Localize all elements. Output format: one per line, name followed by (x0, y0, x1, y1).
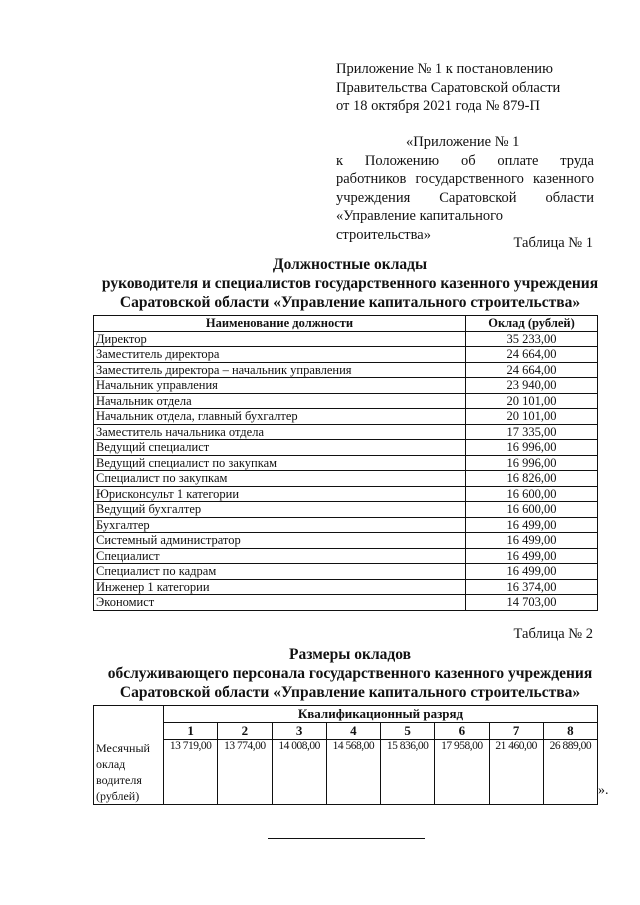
salary-value: 15 836,00 (381, 740, 435, 805)
position-cell: Начальник отдела, главный бухгалтер (94, 409, 466, 425)
position-cell: Специалист (94, 548, 466, 564)
appendix-line: «Управление капитального строительства» (336, 208, 503, 243)
table-row (94, 440, 598, 456)
appendix-caption (336, 133, 594, 244)
table-row (94, 362, 598, 378)
table-row (94, 548, 598, 564)
position-cell: Начальник отдела (94, 393, 466, 409)
salary-value: 13 719,00 (164, 740, 218, 805)
salary-cell: 14 703,00 (466, 595, 598, 611)
table-row (94, 393, 598, 409)
position-cell: Экономист (94, 595, 466, 611)
salary-cell: 24 664,00 (466, 362, 598, 378)
position-cell: Директор (94, 331, 466, 347)
table-row (94, 533, 598, 549)
title-line: обслуживающего персонала государственного казенного учреждения (107, 665, 593, 682)
table2-title (60, 645, 640, 702)
salary-cell: 16 374,00 (466, 579, 598, 595)
column-header-salary: Оклад (рублей) (466, 316, 598, 332)
salary-value: 17 958,00 (435, 740, 489, 805)
salary-cell: 16 499,00 (466, 533, 598, 549)
salary-cell: 23 940,00 (466, 378, 598, 394)
closing-quote: ». (598, 783, 609, 798)
table-row (94, 347, 598, 363)
position-cell: Начальник управления (94, 378, 466, 394)
header-line: Правительства Саратовской области (336, 79, 561, 96)
salary-value: 26 889,00 (543, 740, 597, 805)
position-cell: Ведущий специалист по закупкам (94, 455, 466, 471)
appendix-line: к Положению об оплате труда (336, 152, 594, 169)
table1-title (60, 255, 640, 312)
salary-cell: 20 101,00 (466, 409, 598, 425)
salary-table (93, 315, 598, 611)
grade-number: 4 (326, 723, 380, 740)
salary-cell: 17 335,00 (466, 424, 598, 440)
salary-cell: 16 996,00 (466, 455, 598, 471)
position-cell: Заместитель начальника отдела (94, 424, 466, 440)
position-cell: Ведущий специалист (94, 440, 466, 456)
table-row (94, 564, 598, 580)
position-cell: Специалист по закупкам (94, 471, 466, 487)
grade-header: Квалификационный разряд (164, 706, 598, 723)
grade-number: 8 (543, 723, 597, 740)
row-label-line: (рублей) (96, 788, 140, 803)
table-row (94, 595, 598, 611)
header-line: от 18 октября 2021 года № 879-П (336, 98, 540, 114)
table-row (94, 455, 598, 471)
appendix-line: учреждения Саратовской области (336, 189, 594, 206)
table1-label: Таблица № 1 (513, 235, 593, 251)
table-row (94, 486, 598, 502)
position-cell: Специалист по кадрам (94, 564, 466, 580)
salary-cell: 20 101,00 (466, 393, 598, 409)
grade-number: 6 (435, 723, 489, 740)
grade-number: 1 (164, 723, 218, 740)
position-cell: Инженер 1 категории (94, 579, 466, 595)
header-line: Приложение № 1 к постановлению (336, 61, 553, 77)
title-line: Размеры окладов (289, 646, 411, 663)
table-row (94, 579, 598, 595)
empty-corner-cell (94, 706, 164, 740)
table-row (94, 517, 598, 533)
position-cell: Юрисконсульт 1 категории (94, 486, 466, 502)
table-row (94, 424, 598, 440)
grade-number: 3 (272, 723, 326, 740)
row-label-line: оклад (96, 756, 126, 771)
grade-number: 7 (489, 723, 543, 740)
salary-cell: 16 826,00 (466, 471, 598, 487)
salary-value: 14 008,00 (272, 740, 326, 805)
title-line: Саратовской области «Управление капитального строительства» (119, 684, 581, 701)
salary-cell: 16 499,00 (466, 564, 598, 580)
salary-value: 21 460,00 (489, 740, 543, 805)
appendix-line: работников государственного казенного (336, 171, 594, 187)
table-row (94, 409, 598, 425)
driver-salary-table (93, 705, 598, 805)
title-line: Саратовской области «Управление капитального строительства» (119, 294, 581, 311)
table-row (94, 502, 598, 518)
salary-cell: 16 499,00 (466, 517, 598, 533)
salary-cell: 16 600,00 (466, 502, 598, 518)
table2-label: Таблица № 2 (513, 626, 593, 642)
salary-cell: 16 499,00 (466, 548, 598, 564)
position-cell: Системный администратор (94, 533, 466, 549)
salary-value: 14 568,00 (326, 740, 380, 805)
footer-divider (268, 838, 425, 839)
grade-number: 5 (381, 723, 435, 740)
row-label-line: Месячный (96, 740, 150, 755)
salary-cell: 16 996,00 (466, 440, 598, 456)
salary-cell: 24 664,00 (466, 347, 598, 363)
column-header-position: Наименование должности (94, 316, 466, 332)
salary-value: 13 774,00 (218, 740, 272, 805)
position-cell: Заместитель директора – начальник управления (94, 362, 466, 378)
position-cell: Заместитель директора (94, 347, 466, 363)
title-line: руководителя и специалистов государственного казенного учреждения (101, 275, 599, 292)
resolution-header (336, 60, 560, 116)
table-row (94, 378, 598, 394)
appendix-line: «Приложение № 1 (406, 134, 520, 150)
grade-number: 2 (218, 723, 272, 740)
row-label (94, 740, 164, 805)
row-label-line: водителя (96, 772, 142, 787)
table-row (94, 471, 598, 487)
position-cell: Бухгалтер (94, 517, 466, 533)
position-cell: Ведущий бухгалтер (94, 502, 466, 518)
salary-cell: 16 600,00 (466, 486, 598, 502)
salary-cell: 35 233,00 (466, 331, 598, 347)
title-line: Должностные оклады (272, 256, 428, 273)
table-row (94, 331, 598, 347)
